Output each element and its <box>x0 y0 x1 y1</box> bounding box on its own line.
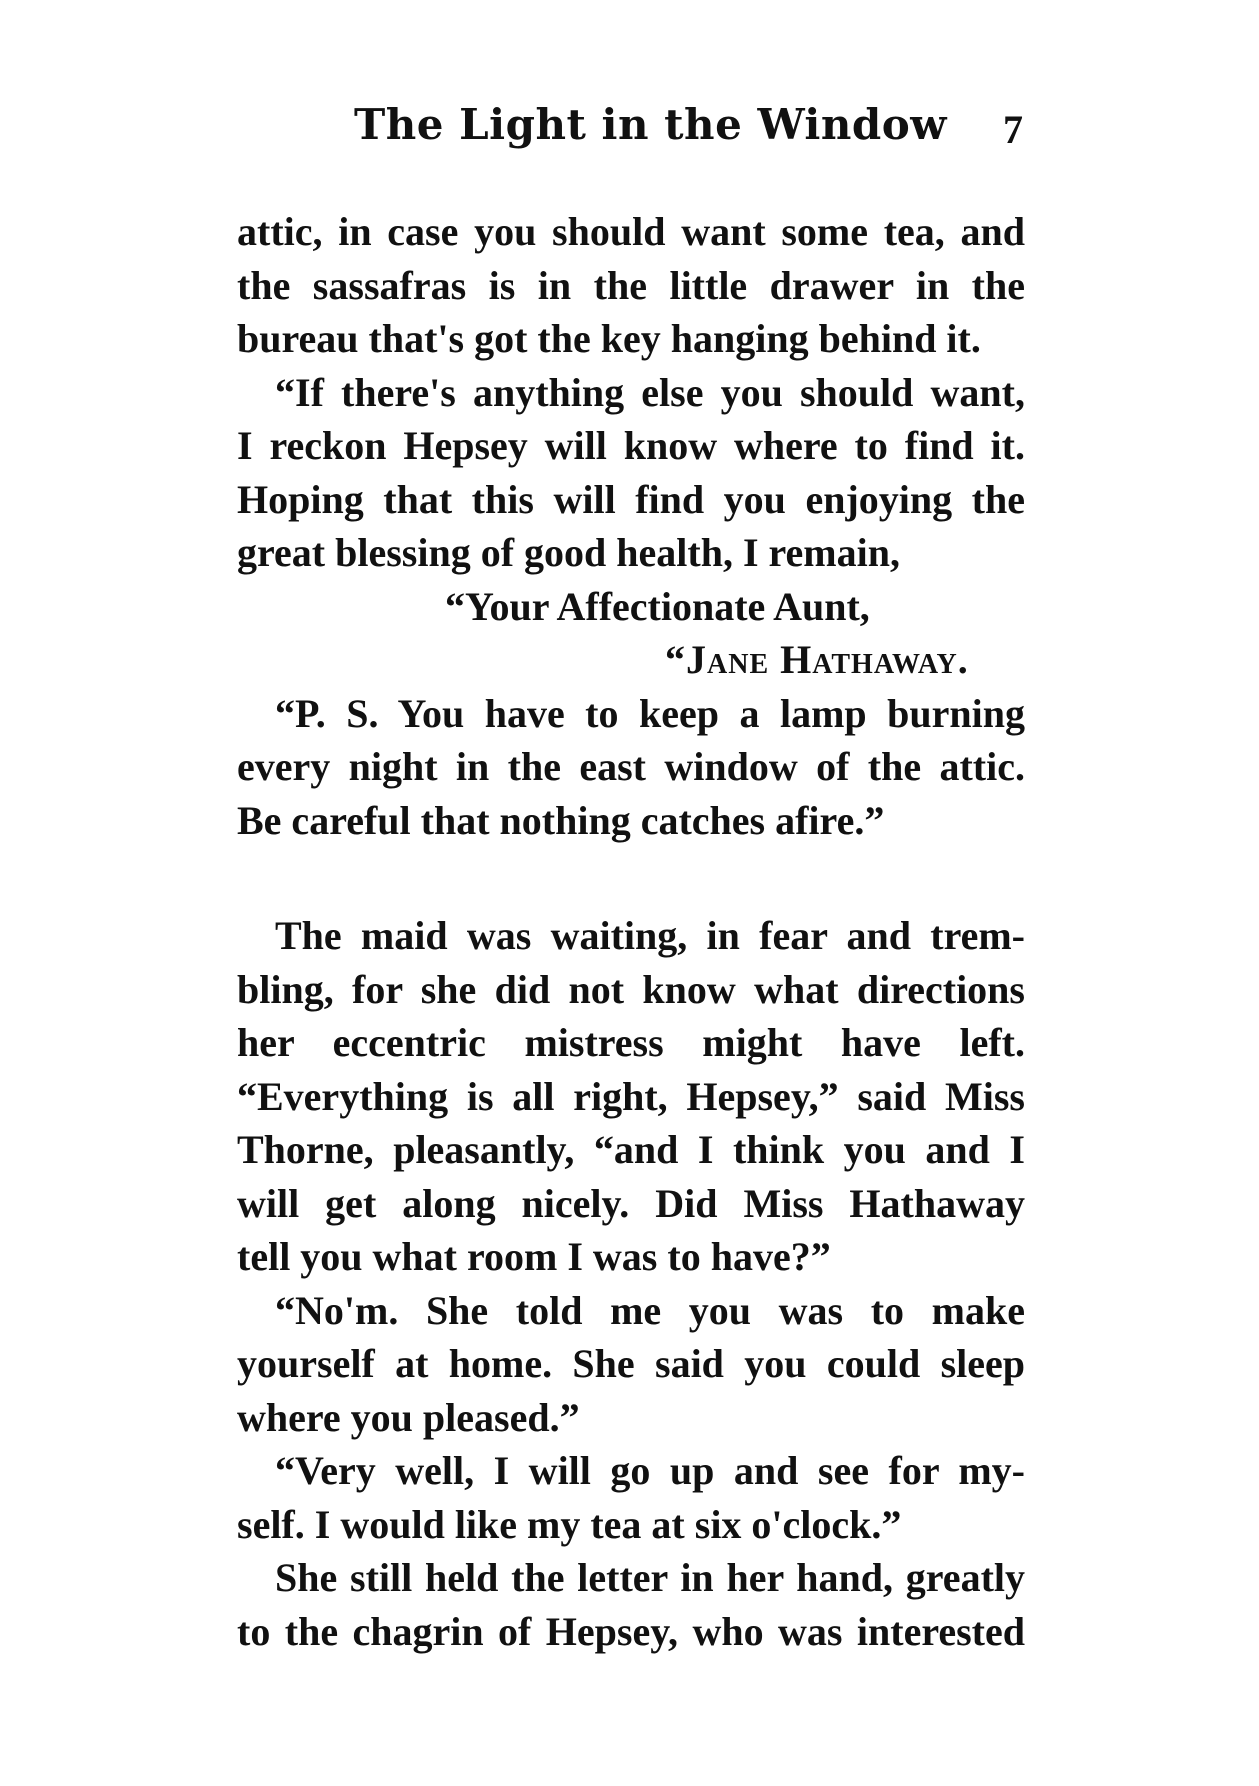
text-line: Be careful that nothing catches afire.” <box>237 797 885 843</box>
text-line: every night in the east window of the attic. <box>237 744 1025 789</box>
text-line: will get along nicely. Did Miss Hathaway <box>237 1180 1025 1226</box>
text-line: tell you what room I was to have?” <box>237 1234 831 1279</box>
text-line: to the chagrin of Hepsey, who was interested <box>237 1608 1025 1654</box>
text-line: I reckon Hepsey will know where to find it. <box>237 423 1025 468</box>
letter-closing: “Your Affectionate Aunt, <box>445 583 870 629</box>
text-line: the sassafras is in the little drawer in the <box>237 262 1025 308</box>
text-line: “Very well, I will go up and see for my- <box>275 1448 1025 1493</box>
text-line: bureau that's got the key hanging behind it. <box>237 316 981 361</box>
text-line: “Everything is all right, Hepsey,” said Miss <box>237 1073 1025 1119</box>
text-line: “If there's anything else you should want, <box>275 369 1025 415</box>
text-line: her eccentric mistress might have left. <box>237 1020 1025 1065</box>
text-line: She still held the letter in her hand, greatly <box>275 1555 1025 1600</box>
text-line: Thorne, pleasantly, “and I think you and I <box>237 1127 1025 1172</box>
section-gap <box>237 847 1025 909</box>
page-number: 7 <box>1003 107 1023 152</box>
text-line: self. I would like my tea at six o'clock.” <box>237 1501 902 1547</box>
text-line: Hoping that this will find you enjoying the <box>237 476 1025 522</box>
letter-signature: “Jane Hathaway. <box>665 637 969 682</box>
text-line: “P. S. You have to keep a lamp burning <box>275 690 1025 736</box>
body-text <box>237 205 1025 1658</box>
text-line: yourself at home. She said you could sleep <box>237 1341 1025 1386</box>
text-line: attic, in case you should want some tea, and <box>237 209 1025 254</box>
text-line: bling, for she did not know what directions <box>237 966 1025 1012</box>
text-line: where you pleased.” <box>237 1394 580 1440</box>
running-title: The Light in the Window <box>354 100 947 149</box>
text-line: The maid was waiting, in fear and trem- <box>275 913 1025 958</box>
page-header <box>0 100 1259 160</box>
text-line: great blessing of good health, I remain, <box>237 530 900 575</box>
text-line: “No'm. She told me you was to make <box>275 1287 1025 1333</box>
